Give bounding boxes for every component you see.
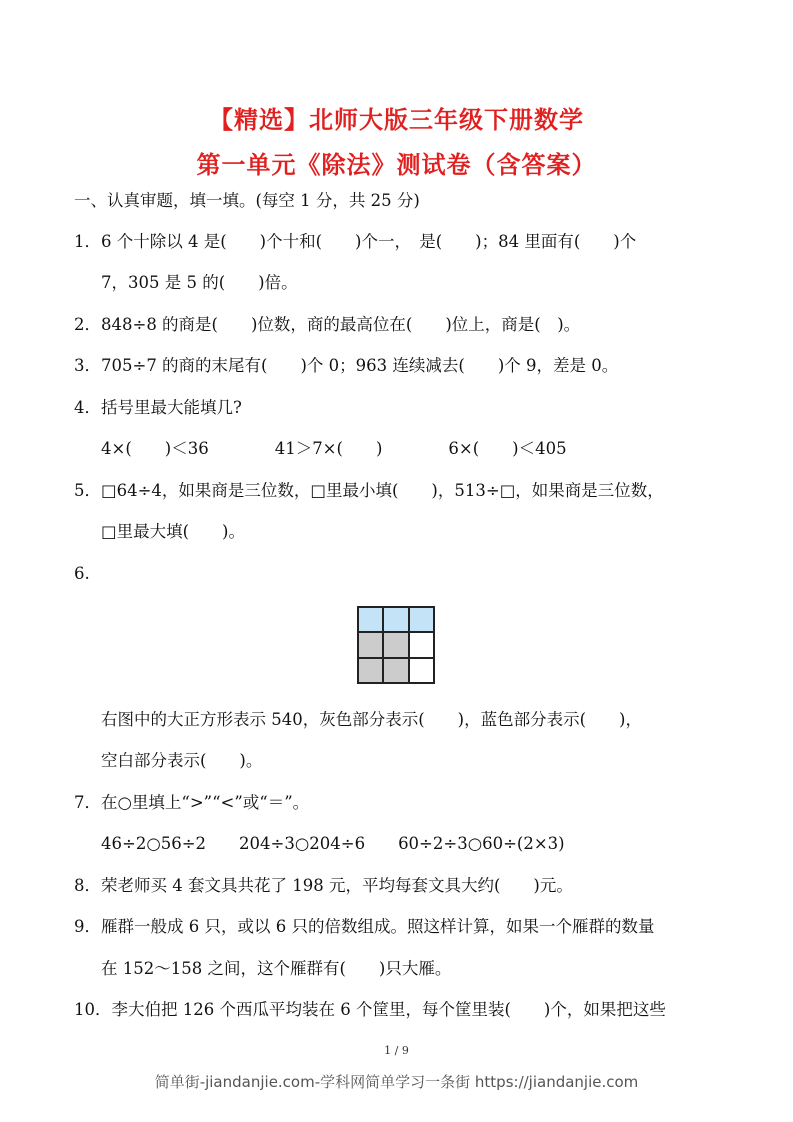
question-4-items: 4×( )＜36 41＞7×( ) 6×( )＜405	[101, 439, 567, 458]
question-6-line-1: 右图中的大正方形表示 540，灰色部分表示( )，蓝色部分表示( )，	[101, 710, 642, 729]
question-6-line-2: 空白部分表示( )。	[101, 751, 263, 770]
question-9-line-1: 9．雁群一般成 6 只，或以 6 只的倍数组成。照这样计算，如果一个雁群的数量	[74, 917, 655, 936]
question-9-line-2: 在 152～158 之间，这个雁群有( )只大雁。	[101, 959, 452, 978]
question-7: 7．在○里填上“>”“<”或“＝”。	[74, 793, 310, 812]
grid-cell-gray	[358, 658, 383, 683]
question-7-items: 46÷2○56÷2 204÷3○204÷6 60÷2÷3○60÷(2×3)	[101, 834, 565, 853]
section-heading: 一、认真审题，填一填。(每空 1 分，共 25 分)	[74, 191, 420, 210]
grid-cell-blue	[383, 607, 408, 632]
grid-cell-gray	[358, 632, 383, 657]
grid-cell-blue	[409, 607, 434, 632]
footer-watermark: 简单街-jiandanjie.com-学科网简单学习一条街 https://jiandanjie.com	[154, 1073, 639, 1091]
grid-cell-gray	[383, 632, 408, 657]
question-10-line-1: 10．李大伯把 126 个西瓜平均装在 6 个筐里，每个筐里装( )个，如果把这些	[74, 1000, 666, 1019]
title-line-2: 第一单元《除法》测试卷（含答案）	[196, 151, 597, 179]
title-line-1: 【精选】北师大版三年级下册数学	[209, 106, 584, 134]
page-number: 1 / 9	[384, 1044, 409, 1057]
question-1-line-1: 1．6 个十除以 4 是( )个十和( )个一， 是( )；84 里面有( )个	[74, 232, 637, 251]
grid-cell-blue	[358, 607, 383, 632]
question-2: 2．848÷8 的商是( )位数，商的最高位在( )位上，商是( )。	[74, 315, 581, 334]
grid-cell-white	[409, 632, 434, 657]
question-1-line-2: 7，305 是 5 的( )倍。	[101, 273, 298, 292]
question-3: 3．705÷7 的商的末尾有( )个 0；963 连续减去( )个 9，差是 0。	[74, 356, 619, 375]
question-4: 4．括号里最大能填几?	[74, 398, 242, 417]
fraction-square-figure	[357, 606, 435, 684]
question-5-line-2: □里最大填( )。	[101, 522, 245, 541]
question-8: 8．荣老师买 4 套文具共花了 198 元，平均每套文具大约( )元。	[74, 876, 573, 895]
question-6-number: 6.	[74, 564, 90, 583]
grid-cell-white	[409, 658, 434, 683]
question-5-line-1: 5．□64÷4，如果商是三位数，□里最小填( )，513÷□，如果商是三位数，	[74, 481, 664, 500]
grid-cell-gray	[383, 658, 408, 683]
